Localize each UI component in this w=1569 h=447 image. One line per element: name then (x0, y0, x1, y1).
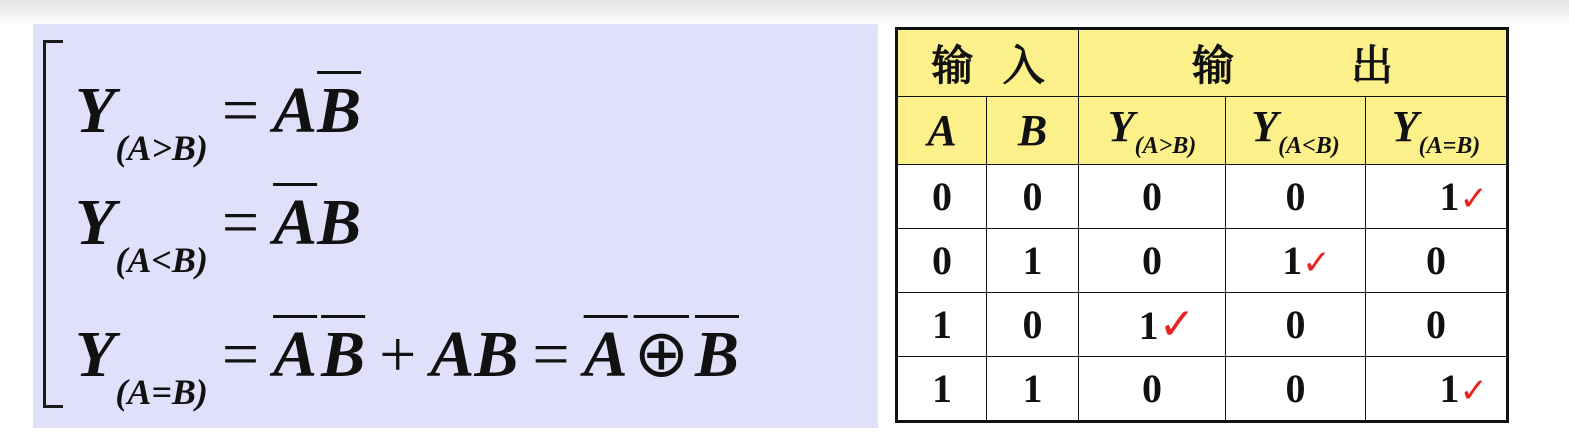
cell-value: 1 (1439, 174, 1460, 219)
cell-y-lt: 0 (1226, 293, 1366, 357)
formula-equal (75, 318, 740, 412)
table-row (897, 293, 1508, 357)
formula-subscript: (A=B) (115, 372, 208, 412)
formula-subscript: (A>B) (115, 128, 208, 168)
cell-y-eq: 0 (1366, 293, 1508, 357)
y-subscript: (A>B) (1134, 133, 1197, 159)
table-row (897, 165, 1508, 229)
cell-y-eq (1366, 165, 1508, 229)
xnor-overbar-group (584, 318, 739, 391)
var-a-bar: $\overline{A}$ (273, 186, 318, 259)
y-symbol: Y (1251, 102, 1279, 151)
cell-y-lt: 0 (1226, 357, 1366, 422)
var-b-bar: $\overline{B}$ (317, 74, 362, 147)
cell-y-gt: 0 (1079, 357, 1226, 422)
cell-y-gt: 0 (1079, 229, 1226, 293)
var-b: B (317, 186, 362, 259)
cell-y-gt (1079, 293, 1226, 357)
cell-b: 0 (987, 165, 1079, 229)
table-row (897, 357, 1508, 422)
cell-y-lt: 0 (1226, 165, 1366, 229)
cell-value: 1 (1439, 366, 1460, 411)
equals-sign: = (221, 74, 260, 147)
equals-sign: = (221, 186, 260, 259)
cell-y-eq: 0 (1366, 229, 1508, 293)
cell-a: 0 (897, 165, 987, 229)
y-symbol: Y (1391, 102, 1419, 151)
var-b: B (695, 318, 740, 391)
cell-a: 1 (897, 357, 987, 422)
formula-y: Y (75, 318, 116, 391)
cell-y-eq (1366, 357, 1508, 422)
header-col-a: A (897, 97, 987, 165)
y-symbol: Y (1107, 102, 1135, 151)
xor-symbol: ⊕ (633, 318, 689, 391)
equals-sign: = (221, 318, 260, 391)
y-subscript: (A=B) (1418, 133, 1481, 159)
formula-y: Y (75, 74, 116, 147)
var-a: A (273, 74, 318, 147)
formula-y: Y (75, 186, 116, 259)
header-col-y-gt (1079, 97, 1226, 165)
header-col-b: B (987, 97, 1079, 165)
formula-less (75, 186, 362, 280)
formula-greater (75, 74, 362, 168)
table-row (897, 229, 1508, 293)
cell-b: 1 (987, 229, 1079, 293)
cell-value: 1 (1138, 303, 1159, 348)
top-shade (0, 0, 1569, 26)
var-a: A (583, 318, 628, 391)
cell-b: 1 (987, 357, 1079, 422)
cell-b: 0 (987, 293, 1079, 357)
equals-sign: = (532, 318, 570, 391)
header-output-group: 输 出 (1079, 29, 1508, 97)
plus-sign: + (379, 318, 417, 391)
header-input-group: 输 入 (897, 29, 1079, 97)
term-ab: AB (430, 318, 519, 391)
check-mark-icon: ✓ (1459, 179, 1488, 219)
header-col-y-lt (1226, 97, 1366, 165)
header-col-y-eq (1366, 97, 1508, 165)
truth-table (895, 27, 1509, 423)
check-mark-icon: ✓ (1302, 243, 1331, 283)
cell-a: 1 (897, 293, 987, 357)
y-subscript: (A<B) (1278, 133, 1340, 159)
formula-panel (33, 24, 878, 428)
cell-a: 0 (897, 229, 987, 293)
formula-subscript: (A<B) (115, 240, 208, 280)
left-bracket (43, 40, 63, 408)
cell-y-gt: 0 (1079, 165, 1226, 229)
check-mark-icon: ✓ (1459, 371, 1488, 411)
cell-value: 1 (1282, 238, 1303, 283)
cell-y-lt (1226, 229, 1366, 293)
var-b-bar: $\overline{B}$ (321, 318, 366, 391)
var-a-bar: $\overline{A}$ (273, 318, 318, 391)
check-mark-icon: ✓ (1158, 299, 1196, 350)
